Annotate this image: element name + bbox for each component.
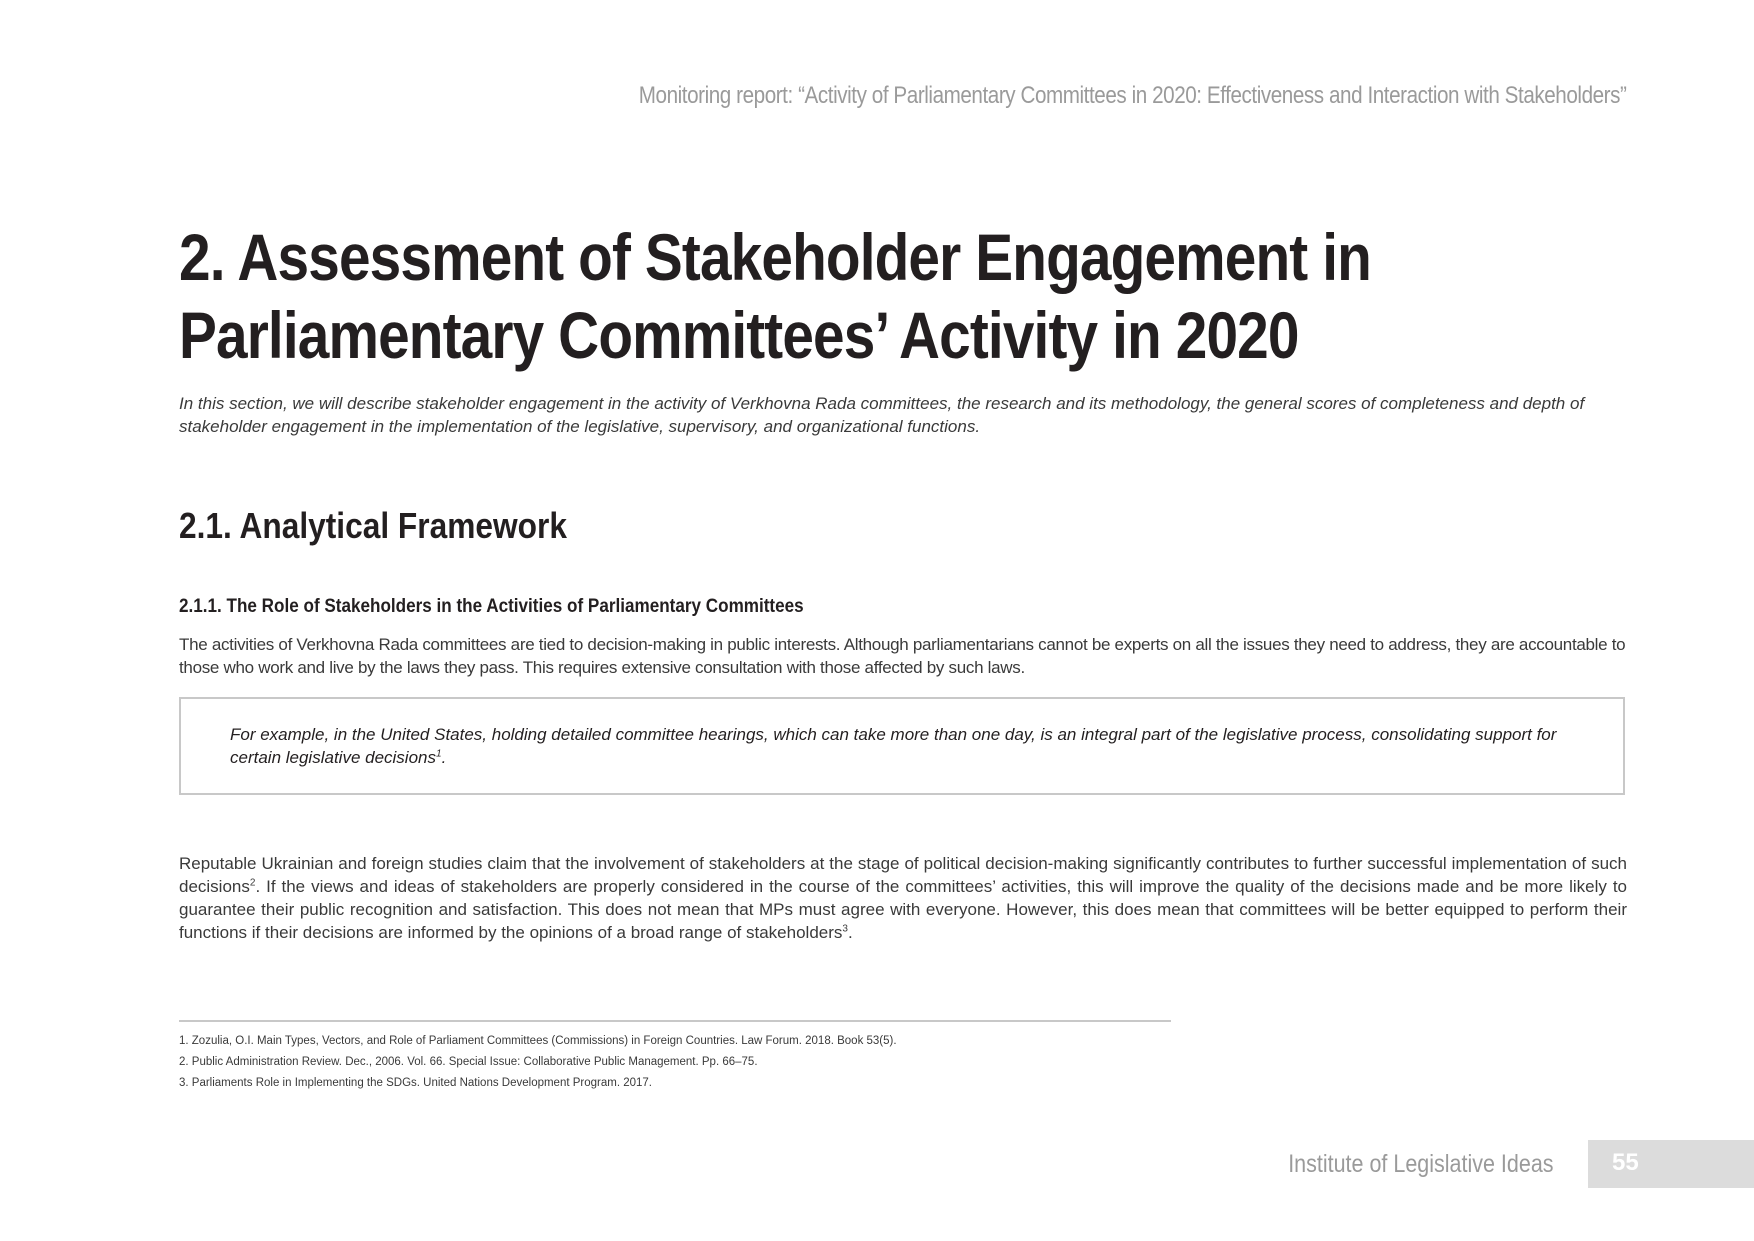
chapter-title-line-2: Parliamentary Committees’ Activity in 2020: [179, 298, 1299, 372]
chapter-title-line-1: 2. Assessment of Stakeholder Engagement in: [179, 220, 1371, 294]
paragraph-2-part-2: . If the views and ideas of stakeholders are properly considered in the course of the committees’ activities, this will improve the quality of the decisions made and be more likely to guarantee their public recognition and satisfaction. This does not mean that MPs must agree with everyone. However, this does mean that committees will be better equipped to perform their functions if their decisions are informed by the opinions of a broad range of stakeholders: [179, 877, 1627, 942]
chapter-intro: In this section, we will describe stakeholder engagement in the activity of Verkhovna Rada committees, the research and its methodology, the general scores of completeness and depth of stakeholder engagement in the implementation of the legislative, supervisory, and organizational functions.: [179, 394, 1585, 436]
paragraph-2-part-3: .: [847, 923, 853, 942]
page-number: 55: [1612, 1149, 1639, 1176]
footer-institute-name: Institute of Legislative Ideas: [1288, 1150, 1554, 1178]
footnotes-list: [179, 1031, 897, 1094]
body-paragraph-1: The activities of Verkhovna Rada committees are tied to decision-making in public interests. Although parliamentarians cannot be experts on all the issues they need to address, they are accountable to those who work and live by the laws they pass. This requires extensive consultation with those affected by such laws.: [179, 635, 1626, 677]
footnote-ref-3[interactable]: 3: [842, 923, 848, 935]
chapter-title: [179, 218, 1371, 374]
running-header: Monitoring report: “Activity of Parliamentary Committees in 2020: Effectiveness and Interaction with Stakeholders”: [638, 82, 1626, 109]
example-callout-box: [179, 697, 1625, 795]
footnote-divider: [179, 1020, 1171, 1022]
callout-text: For example, in the United States, holding detailed committee hearings, which can take more than one day, is an integral part of the legislative process, consolidating support for certain legislative decisions: [230, 725, 1557, 767]
footnote-item: 2. Public Administration Review. Dec., 2006. Vol. 66. Special Issue: Collaborative Public Management. Pp. 66–75.: [179, 1056, 758, 1068]
footnote-item: 3. Parliaments Role in Implementing the SDGs. United Nations Development Program. 2017.: [179, 1077, 653, 1089]
callout-end: .: [441, 748, 447, 767]
page-number-tab: [1588, 1140, 1754, 1188]
body-paragraph-2: [179, 852, 1627, 944]
paragraph-2-part-1: Reputable Ukrainian and foreign studies claim that the involvement of stakeholders at the stage of political decision-making significantly contributes to further successful implementation of such decisions: [179, 854, 1627, 896]
subsection-heading: 2.1.1. The Role of Stakeholders in the Activities of Parliamentary Committees: [179, 596, 804, 617]
footnote-ref-1[interactable]: 1: [436, 748, 442, 760]
section-heading: 2.1. Analytical Framework: [179, 505, 567, 546]
example-callout-text: [230, 723, 1600, 769]
footnote-item: 1. Zozulia, O.I. Main Types, Vectors, and Role of Parliament Committees (Commissions) in Foreign Countries. Law Forum. 2018. Book 53(5).: [179, 1035, 897, 1047]
footnote-ref-2[interactable]: 2: [249, 877, 256, 889]
